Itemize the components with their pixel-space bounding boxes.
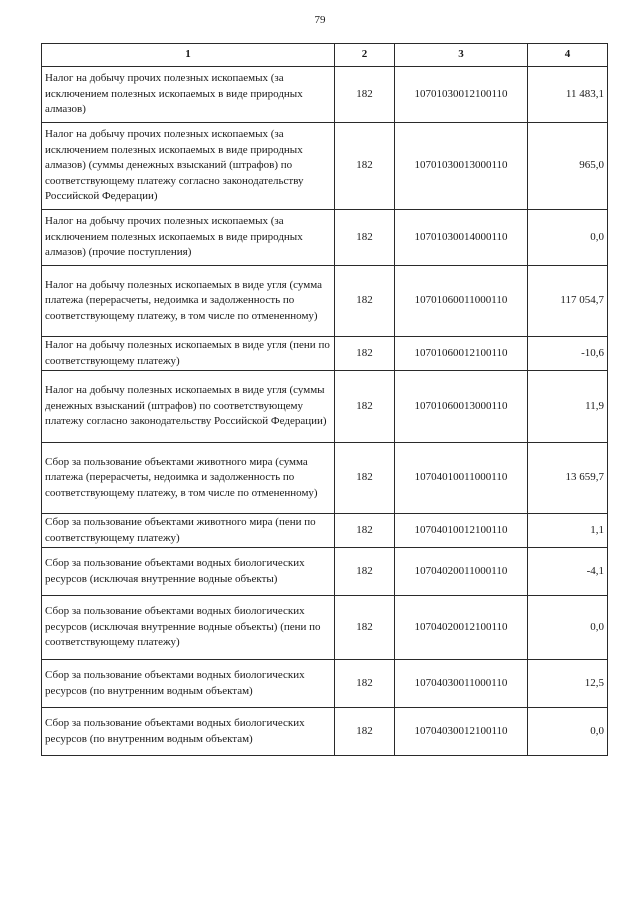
cell-name: Налог на добычу прочих полезных ископаемых (за исключением полезных ископаемых в виде природных алмазов) (прочие поступления) — [42, 210, 335, 266]
table-header-row — [42, 44, 608, 67]
cell-code: 10701030012100110 — [395, 67, 528, 123]
table-row — [42, 660, 608, 708]
cell-name: Сбор за пользование объектами водных биологических ресурсов (исключая внутренние водные объекты) (пени по соответствующему платежу) — [42, 596, 335, 660]
cell-amount: 13 659,7 — [528, 443, 608, 514]
cell-code: 10704030012100110 — [395, 708, 528, 756]
cell-amount: 117 054,7 — [528, 266, 608, 337]
column-header-admin: 2 — [335, 44, 395, 67]
cell-amount: 11,9 — [528, 371, 608, 443]
cell-code: 10704030011000110 — [395, 660, 528, 708]
table-row — [42, 123, 608, 210]
column-header-name: 1 — [42, 44, 335, 67]
cell-name: Сбор за пользование объектами водных биологических ресурсов (по внутренним водным объектам) — [42, 708, 335, 756]
cell-admin: 182 — [335, 443, 395, 514]
cell-admin: 182 — [335, 67, 395, 123]
cell-name: Налог на добычу полезных ископаемых в виде угля (пени по соответствующему платежу) — [42, 337, 335, 371]
cell-code: 10701030013000110 — [395, 123, 528, 210]
cell-admin: 182 — [335, 514, 395, 548]
cell-code: 10704020011000110 — [395, 548, 528, 596]
budget-revenue-table — [41, 43, 608, 756]
cell-name: Сбор за пользование объектами животного мира (пени по соответствующему платежу) — [42, 514, 335, 548]
cell-amount: 0,0 — [528, 596, 608, 660]
cell-name: Налог на добычу полезных ископаемых в виде угля (сумма платежа (перерасчеты, недоимка и задолженность по соответствующему платежу, в том числе по отмененному) — [42, 266, 335, 337]
table-row — [42, 210, 608, 266]
cell-admin: 182 — [335, 548, 395, 596]
cell-code: 10701060013000110 — [395, 371, 528, 443]
cell-name: Сбор за пользование объектами водных биологических ресурсов (исключая внутренние водные объекты) — [42, 548, 335, 596]
cell-code: 10704010011000110 — [395, 443, 528, 514]
cell-name: Налог на добычу полезных ископаемых в виде угля (суммы денежных взысканий (штрафов) по соответствующему платежу согласно законодательству Российской Федерации) — [42, 371, 335, 443]
cell-code: 10704020012100110 — [395, 596, 528, 660]
cell-code: 10701030014000110 — [395, 210, 528, 266]
cell-admin: 182 — [335, 266, 395, 337]
table-row — [42, 337, 608, 371]
cell-code: 10704010012100110 — [395, 514, 528, 548]
table-row — [42, 67, 608, 123]
cell-amount: -10,6 — [528, 337, 608, 371]
cell-amount: 0,0 — [528, 210, 608, 266]
cell-amount: 0,0 — [528, 708, 608, 756]
page-number: 79 — [314, 14, 326, 26]
cell-admin: 182 — [335, 708, 395, 756]
table-row — [42, 514, 608, 548]
table-row — [42, 443, 608, 514]
table-row — [42, 371, 608, 443]
cell-admin: 182 — [335, 660, 395, 708]
cell-amount: 1,1 — [528, 514, 608, 548]
cell-name: Сбор за пользование объектами животного мира (сумма платежа (перерасчеты, недоимка и задолженность по соответствующему платежу, в том числе по отмененному) — [42, 443, 335, 514]
cell-name: Налог на добычу прочих полезных ископаемых (за исключением полезных ископаемых в виде природных алмазов) — [42, 67, 335, 123]
cell-admin: 182 — [335, 123, 395, 210]
cell-name: Сбор за пользование объектами водных биологических ресурсов (по внутренним водным объектам) — [42, 660, 335, 708]
column-header-code: 3 — [395, 44, 528, 67]
column-header-amount: 4 — [528, 44, 608, 67]
cell-amount: 11 483,1 — [528, 67, 608, 123]
cell-admin: 182 — [335, 596, 395, 660]
cell-admin: 182 — [335, 371, 395, 443]
table-row — [42, 548, 608, 596]
cell-admin: 182 — [335, 337, 395, 371]
cell-amount: 12,5 — [528, 660, 608, 708]
cell-admin: 182 — [335, 210, 395, 266]
cell-code: 10701060011000110 — [395, 266, 528, 337]
cell-name: Налог на добычу прочих полезных ископаемых (за исключением полезных ископаемых в виде природных алмазов) (суммы денежных взысканий (штрафов) по соответствующему платежу согласно законодательству Российской Федерации) — [42, 123, 335, 210]
cell-amount: 965,0 — [528, 123, 608, 210]
cell-amount: -4,1 — [528, 548, 608, 596]
table-row — [42, 596, 608, 660]
table-row — [42, 266, 608, 337]
cell-code: 10701060012100110 — [395, 337, 528, 371]
table-row — [42, 708, 608, 756]
